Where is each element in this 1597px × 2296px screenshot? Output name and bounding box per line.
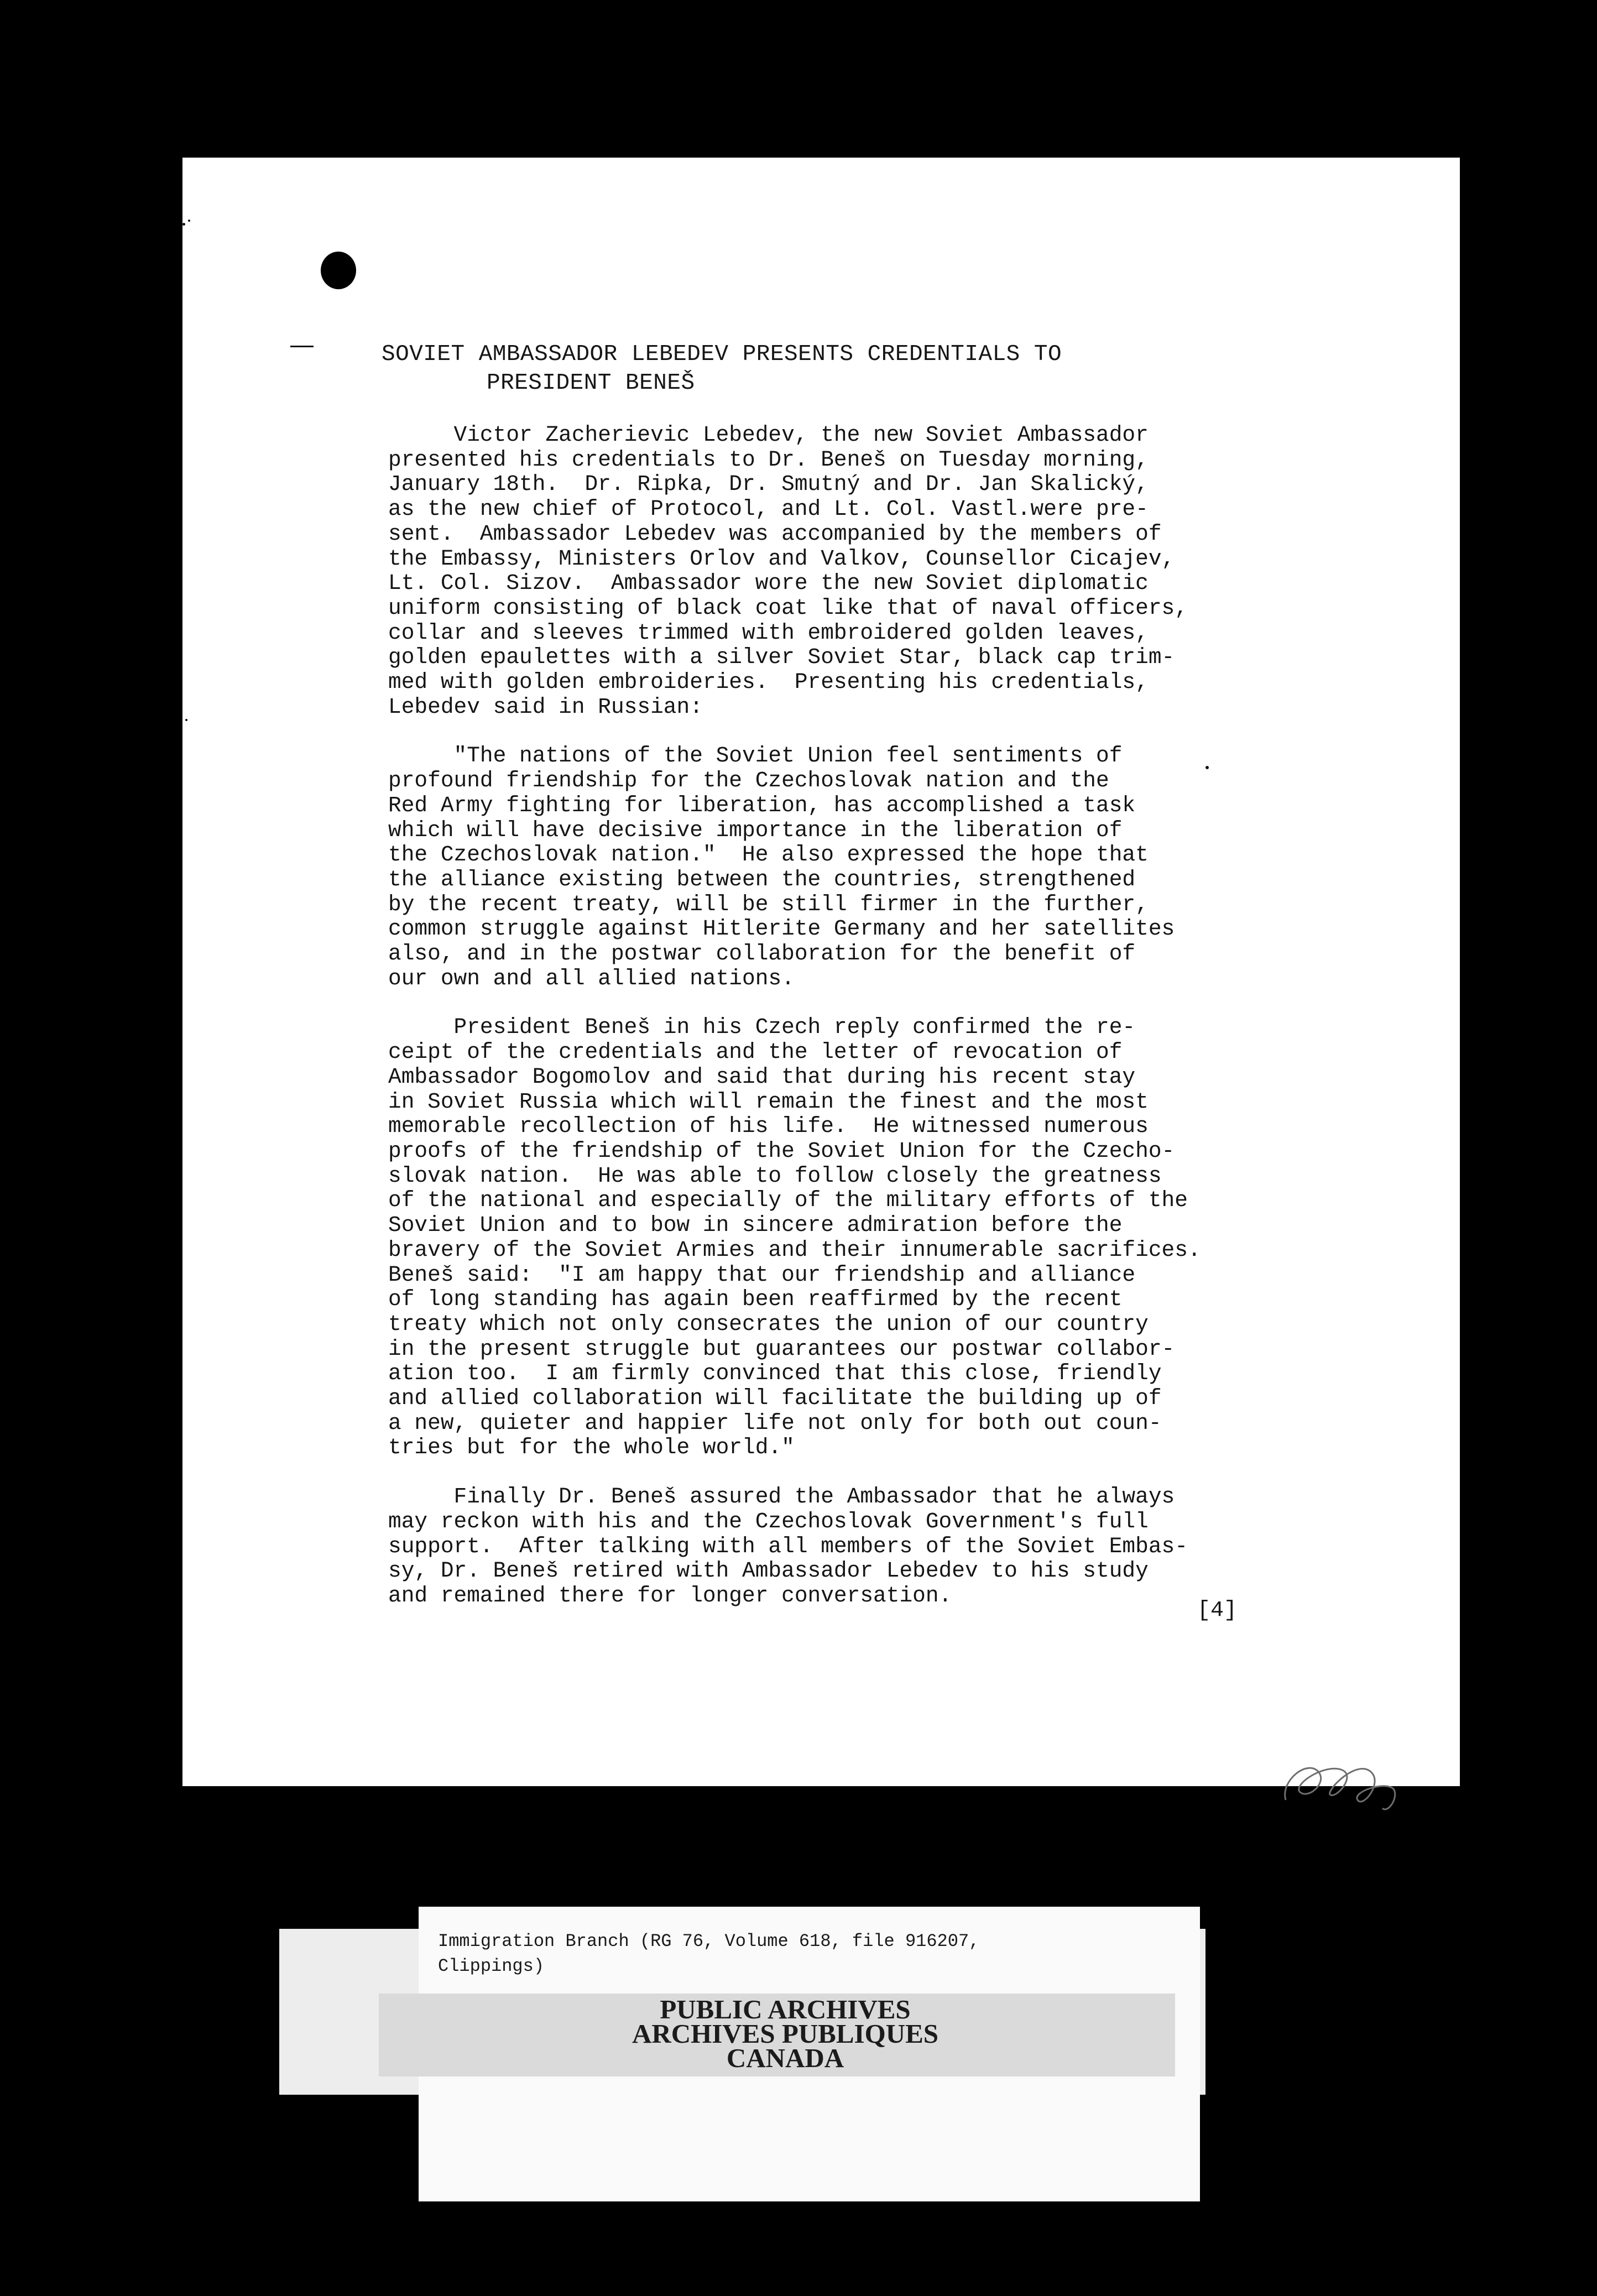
document-page [182, 158, 1460, 1786]
text-line: sy, Dr. Beneš retired with Ambassador Lebedev to his study [388, 1558, 1149, 1584]
text-line: Victor Zacherievic Lebedev, the new Soviet Ambassador [388, 422, 1149, 447]
text-line: Lebedev said in Russian: [388, 694, 703, 719]
text-line: tries but for the whole world." [388, 1435, 795, 1460]
page-reference: [4] [1197, 1598, 1238, 1623]
text-line: ceipt of the credentials and the letter of revocation of [388, 1040, 1123, 1065]
text-line: the alliance existing between the countries, strengthened [388, 867, 1136, 892]
text-line: Beneš said: "I am happy that our friendship and alliance [388, 1262, 1136, 1287]
paragraph [388, 744, 1312, 991]
text-line: Finally Dr. Beneš assured the Ambassador that he always [388, 1484, 1175, 1510]
text-line: as the new chief of Protocol, and Lt. Col. Vastl.were pre- [388, 497, 1149, 522]
text-line: collar and sleeves trimmed with embroidered golden leaves, [388, 620, 1149, 645]
text-line: may reckon with his and the Czechoslovak Government's full [388, 1509, 1149, 1534]
text-line: a new, quieter and happier life not only for both out coun- [388, 1410, 1162, 1436]
text-line: common struggle against Hitlerite Germany and her satellites [388, 916, 1175, 942]
text-line: slovak nation. He was able to follow closely the greatness [388, 1163, 1162, 1188]
stamp-line: CANADA [726, 2043, 844, 2073]
paragraph [388, 1485, 1312, 1609]
title-line: SOVIET AMBASSADOR LEBEDEV PRESENTS CREDENTIALS TO [382, 342, 1062, 367]
text-line: President Beneš in his Czech reply confirmed the re- [388, 1015, 1136, 1040]
article-body [388, 423, 1312, 1609]
text-line: January 18th. Dr. Ripka, Dr. Smutný and Dr. Jan Skalický, [388, 472, 1149, 497]
handwritten-initials [1275, 1747, 1402, 1819]
text-line: and allied collaboration will facilitate the building up of [388, 1386, 1162, 1411]
text-line: ation too. I am firmly convinced that this close, friendly [388, 1361, 1162, 1386]
margin-mark [185, 719, 187, 721]
stamp-line: PUBLIC ARCHIVES [660, 1994, 911, 2024]
text-line: Red Army fighting for liberation, has accomplished a task [388, 792, 1136, 818]
margin-mark [188, 220, 190, 222]
text-line: treaty which not only consecrates the union of our country [388, 1311, 1149, 1337]
margin-mark [182, 223, 185, 226]
text-line: support. After talking with all members of the Soviet Embas- [388, 1533, 1188, 1559]
text-line: by the recent treaty, will be still firmer in the further, [388, 891, 1149, 917]
text-line: Ambassador Bogomolov and said that during his recent stay [388, 1064, 1136, 1089]
text-line: Lt. Col. Sizov. Ambassador wore the new Soviet diplomatic [388, 571, 1149, 596]
text-line: bravery of the Soviet Armies and their innumerable sacrifices. [388, 1237, 1201, 1262]
text-line: of long standing has again been reaffirmed by the recent [388, 1287, 1123, 1312]
citation-line: Clippings) [438, 1956, 545, 1976]
text-line: also, and in the postwar collaboration for the benefit of [388, 941, 1136, 967]
text-line: in the present struggle but guarantees our postwar collabor- [388, 1336, 1175, 1361]
text-line: profound friendship for the Czechoslovak nation and the [388, 768, 1109, 794]
text-line: in Soviet Russia which will remain the finest and the most [388, 1089, 1149, 1114]
margin-mark [290, 346, 314, 347]
text-line: Soviet Union and to bow in sincere admiration before the [388, 1213, 1123, 1238]
stamp-line: ARCHIVES PUBLIQUES [632, 2018, 939, 2049]
text-line: the Embassy, Ministers Orlov and Valkov, Counsellor Cicajev, [388, 546, 1175, 571]
paragraph [388, 423, 1312, 719]
text-line: golden epaulettes with a silver Soviet Star, black cap trim- [388, 645, 1175, 670]
title-line: PRESIDENT BENEŠ [487, 371, 695, 396]
text-line: "The nations of the Soviet Union feel sentiments of [388, 743, 1123, 769]
paragraph [388, 1015, 1312, 1460]
text-line: proofs of the friendship of the Soviet Union for the Czecho- [388, 1138, 1175, 1163]
text-line: of the national and especially of the military efforts of the [388, 1188, 1188, 1213]
text-line: the Czechoslovak nation." He also expressed the hope that [388, 842, 1149, 868]
citation-line: Immigration Branch (RG 76, Volume 618, file 916207, [438, 1931, 980, 1951]
text-line: presented his credentials to Dr. Beneš on Tuesday morning, [388, 447, 1149, 472]
text-line: sent. Ambassador Lebedev was accompanied by the members of [388, 521, 1162, 546]
text-line: which will have decisive importance in the liberation of [388, 817, 1123, 843]
text-line: uniform consisting of black coat like that of naval officers, [388, 595, 1188, 620]
text-line: and remained there for longer conversation. [388, 1583, 952, 1608]
text-line: our own and all allied nations. [388, 966, 795, 991]
archive-citation [438, 1929, 979, 1979]
punch-hole [321, 252, 356, 289]
text-line: memorable recollection of his life. He witnessed numerous [388, 1114, 1149, 1139]
archive-stamp [575, 1994, 995, 2073]
article-title [382, 340, 1322, 398]
text-line: med with golden embroideries. Presenting his credentials, [388, 670, 1149, 695]
